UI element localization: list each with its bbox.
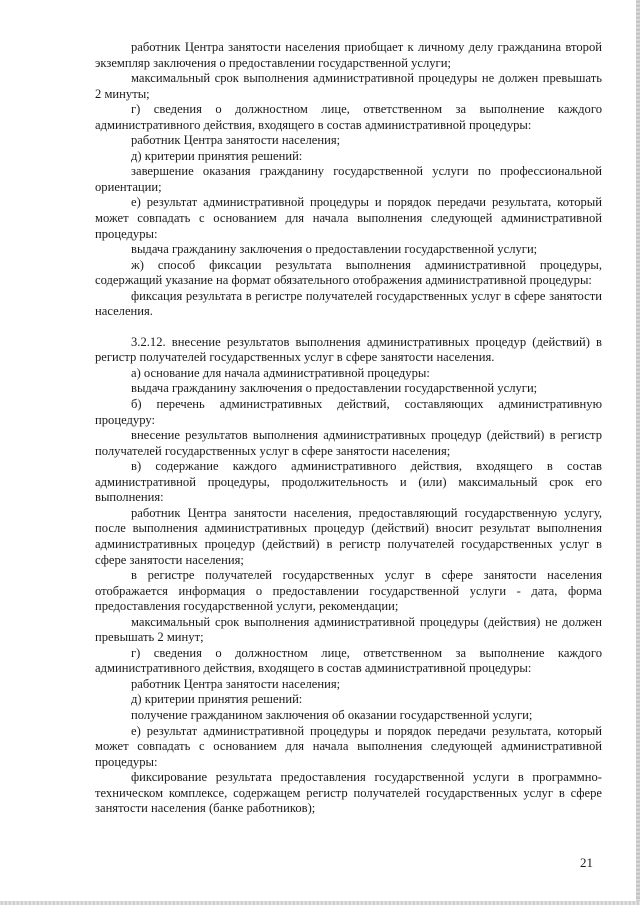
paragraph: внесение результатов выполнения административных процедур (действий) в регистр получателей государственных услуг в сфере занятости населения; <box>95 428 602 458</box>
paragraph: работник Центра занятости населения; <box>131 133 341 148</box>
paragraph: работник Центра занятости населения приобщает к личному делу гражданина второй экземпляр заключения о предоставлении государственной услуги; <box>95 40 602 70</box>
paragraph: в) содержание каждого административного действия, входящего в состав административной процедуры, продолжительность и (или) максимальный срок его выполнения: <box>95 459 602 505</box>
section-heading: 3.2.12. внесение результатов выполнения административных процедур (действий) в регистр получателей государственных услуг в сфере занятости населения. <box>95 334 602 365</box>
paragraph: ж) способ фиксации результата выполнения административной процедуры, содержащий указание на формат обязательного отображения административной процедуры: <box>95 257 602 288</box>
paragraph: получение гражданином заключения об оказании государственной услуги; <box>131 707 533 722</box>
page-number: 21 <box>580 855 593 870</box>
paragraph: выдача гражданину заключения о предоставлении государственной услуги; <box>131 242 538 257</box>
paragraph: в регистре получателей государственных услуг в сфере занятости населения отображается информация о предоставлении государственной услуги - дата, форма предоставления государственной услуги, рекомендации; <box>95 568 602 614</box>
scan-bottom-edge <box>0 901 640 905</box>
paragraph: выдача гражданину заключения о предоставлении государственной услуги; <box>131 381 538 396</box>
paragraph: работник Центра занятости населения, предоставляющий государственную услугу, после выполнения административных процедур (действий) вносит результат выполнения административных процедур (действий) в регистр получателей государственных услуг в сфере занятости населения; <box>95 505 602 567</box>
paragraph: максимальный срок выполнения административной процедуры (действия) не должен превышать 2 минут; <box>95 614 602 645</box>
paragraph: г) сведения о должностном лице, ответственном за выполнение каждого административного действия, входящего в состав административной процедуры: <box>95 645 602 676</box>
paragraph: максимальный срок выполнения административной процедуры не должен превышать 2 минуты; <box>95 71 602 101</box>
paragraph: г) сведения о должностном лице, ответственном за выполнение каждого административного действия, входящего в состав административной процедуры: <box>95 102 602 132</box>
paragraph: е) результат административной процедуры и порядок передачи результата, который может совпадать с основанием для начала выполнения следующей административной процедуры: <box>95 195 602 241</box>
paragraph: фиксация результата в регистре получателей государственных услуг в сфере занятости населения. <box>95 288 602 319</box>
paragraph: фиксирование результата предоставления государственной услуги в программно-техническом комплексе, содержащем регистр получателей государственных услуг в сфере занятости населения (банке работников); <box>95 770 602 816</box>
paragraph: работник Центра занятости населения; <box>131 676 341 691</box>
scan-edge <box>636 0 640 905</box>
paragraph: е) результат административной процедуры и порядок передачи результата, который может совпадать с основанием для начала выполнения следующей административной процедуры: <box>95 723 602 769</box>
paragraph: д) критерии принятия решений: <box>131 148 303 163</box>
paragraph: д) критерии принятия решений: <box>131 692 303 707</box>
document-body <box>95 40 602 817</box>
paragraph: а) основание для начала административной процедуры: <box>131 365 430 380</box>
paragraph: завершение оказания гражданину государственной услуги по профессиональной ориентации; <box>95 164 602 194</box>
paragraph: б) перечень административных действий, составляющих административную процедуру: <box>95 397 602 427</box>
